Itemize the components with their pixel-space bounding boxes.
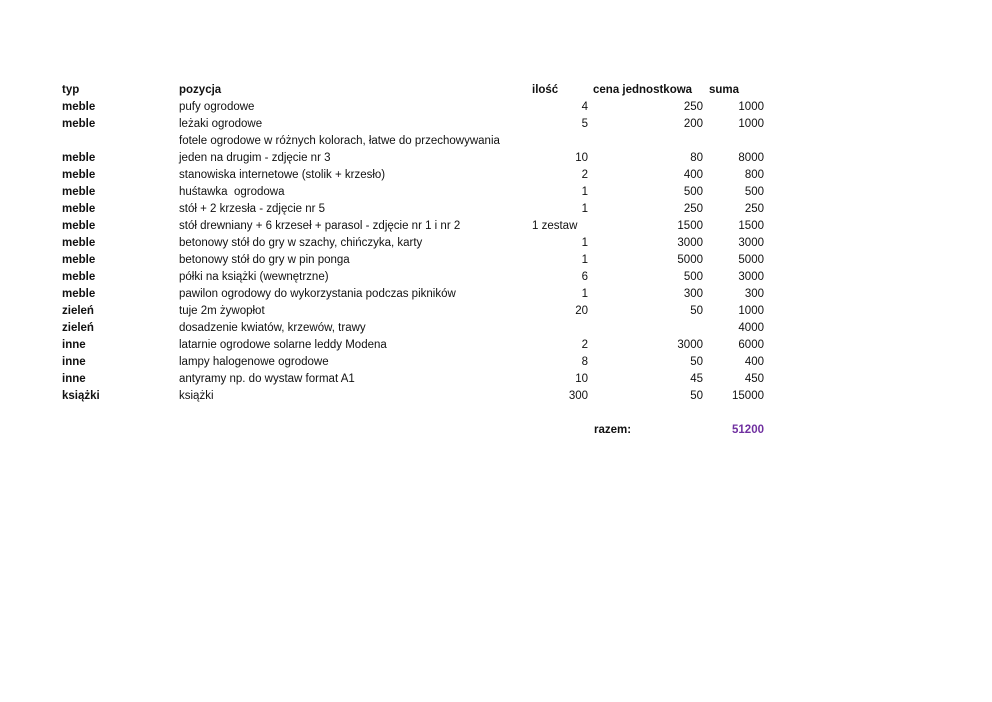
spreadsheet [62, 82, 782, 439]
cell-suma: 1000 [738, 305, 764, 317]
cell-suma: 1000 [738, 101, 764, 113]
cell-suma: 250 [744, 203, 764, 215]
cell-ilosc: 2 [581, 339, 588, 351]
cell-pozycja: lampy halogenowe ogrodowe [179, 356, 329, 368]
header-row [62, 82, 782, 99]
cell-ilosc: 1 [581, 203, 588, 215]
header-pozycja: pozycja [179, 84, 222, 96]
cell-cena: 50 [690, 305, 703, 317]
cell-typ: książki [62, 390, 100, 402]
table-row [62, 167, 782, 184]
cell-suma: 3000 [738, 237, 764, 249]
cell-suma: 500 [744, 186, 764, 198]
cell-pozycja: książki [179, 390, 214, 402]
table-row [62, 320, 782, 337]
cell-typ: zieleń [62, 305, 94, 317]
cell-suma: 450 [744, 373, 764, 385]
cell-pozycja: tuje 2m żywopłot [179, 305, 265, 317]
cell-ilosc: 10 [575, 152, 588, 164]
cell-suma: 8000 [738, 152, 764, 164]
cell-ilosc: 20 [575, 305, 588, 317]
cell-pozycja: dosadzenie kwiatów, krzewów, trawy [179, 322, 366, 334]
cell-typ: meble [62, 186, 96, 198]
cell-cena: 45 [690, 373, 703, 385]
table-row [62, 337, 782, 354]
cell-typ: meble [62, 237, 96, 249]
cell-ilosc: 1 [581, 288, 588, 300]
cell-suma: 4000 [738, 322, 764, 334]
cell-cena: 50 [690, 390, 703, 402]
header-ilosc: ilość [532, 84, 559, 96]
cell-suma: 1500 [738, 220, 764, 232]
cell-ilosc: 1 [581, 254, 588, 266]
cell-pozycja: półki na książki (wewnętrzne) [179, 271, 329, 283]
total-value: 51200 [732, 424, 764, 436]
cell-typ: inne [62, 356, 86, 368]
total-label: razem: [594, 424, 632, 436]
cell-pozycja: betonowy stół do gry w szachy, chińczyka, karty [179, 237, 423, 249]
cell-ilosc: 300 [568, 390, 588, 402]
cell-typ: meble [62, 118, 96, 130]
header-suma: suma [709, 84, 740, 96]
table-row [62, 218, 782, 235]
cell-ilosc: 1 [581, 237, 588, 249]
table-row [62, 184, 782, 201]
cell-pozycja: huśtawka ogrodowa [179, 186, 285, 198]
cell-typ: meble [62, 271, 96, 283]
table-row [62, 371, 782, 388]
cell-pozycja: leżaki ogrodowe [179, 118, 263, 130]
cell-pozycja: betonowy stół do gry w pin ponga [179, 254, 350, 266]
cell-pozycja: pawilon ogrodowy do wykorzystania podczas pikników [179, 288, 456, 300]
cell-typ: meble [62, 203, 96, 215]
header-cena: cena jednostkowa [593, 84, 693, 96]
cell-typ: meble [62, 101, 96, 113]
cell-pozycja-line1: fotele ogrodowe w różnych kolorach, łatwe do przechowywania [179, 135, 500, 147]
cell-pozycja: pufy ogrodowe [179, 101, 255, 113]
cell-typ: meble [62, 288, 96, 300]
table-row [62, 354, 782, 371]
cell-suma: 800 [744, 169, 764, 181]
table-row [62, 116, 782, 133]
cell-ilosc: 1 [581, 186, 588, 198]
cell-typ: zieleń [62, 322, 94, 334]
cell-cena: 5000 [677, 254, 703, 266]
cell-cena: 3000 [677, 237, 703, 249]
cell-pozycja: antyramy np. do wystaw format A1 [179, 373, 355, 385]
cell-suma: 6000 [738, 339, 764, 351]
cell-ilosc: 6 [581, 271, 588, 283]
cell-ilosc: 4 [581, 101, 588, 113]
cell-ilosc: 10 [575, 373, 588, 385]
table-row [62, 252, 782, 269]
cell-cena: 300 [683, 288, 703, 300]
cell-pozycja: stół drewniany + 6 krzeseł + parasol - zdjęcie nr 1 i nr 2 [179, 220, 461, 232]
cell-typ: meble [62, 152, 96, 164]
cell-typ: inne [62, 373, 86, 385]
header-typ: typ [62, 84, 80, 96]
cell-suma: 1000 [738, 118, 764, 130]
cell-cena: 50 [690, 356, 703, 368]
cell-suma: 400 [744, 356, 764, 368]
cell-ilosc: 8 [581, 356, 588, 368]
cell-cena: 500 [683, 271, 703, 283]
cell-cena: 1500 [677, 220, 703, 232]
cell-suma: 3000 [738, 271, 764, 283]
cell-cena: 500 [683, 186, 703, 198]
total-row [62, 422, 782, 439]
cell-typ: meble [62, 220, 96, 232]
cell-typ: meble [62, 169, 96, 181]
cell-suma: 5000 [738, 254, 764, 266]
table-row [62, 269, 782, 286]
cell-cena: 250 [683, 203, 703, 215]
cell-ilosc: 5 [581, 118, 588, 130]
cell-typ: inne [62, 339, 86, 351]
table-row [62, 286, 782, 303]
table-row [62, 235, 782, 252]
cell-pozycja: jeden na drugim - zdjęcie nr 3 [179, 152, 331, 164]
cell-suma: 15000 [732, 390, 764, 402]
cell-typ: meble [62, 254, 96, 266]
cell-cena: 3000 [677, 339, 703, 351]
table-row [62, 133, 782, 167]
cell-ilosc: 2 [581, 169, 588, 181]
table-row [62, 303, 782, 320]
cell-pozycja: stół + 2 krzesła - zdjęcie nr 5 [179, 203, 326, 215]
cell-cena: 200 [683, 118, 703, 130]
table-row [62, 388, 782, 405]
cell-suma: 300 [744, 288, 764, 300]
cell-ilosc: 1 zestaw [532, 220, 578, 232]
table-row [62, 99, 782, 116]
cell-cena: 80 [690, 152, 703, 164]
cell-pozycja: stanowiska internetowe (stolik + krzesło) [179, 169, 386, 181]
cell-pozycja: latarnie ogrodowe solarne leddy Modena [179, 339, 387, 351]
cell-cena: 250 [683, 101, 703, 113]
table-row [62, 201, 782, 218]
cell-cena: 400 [683, 169, 703, 181]
